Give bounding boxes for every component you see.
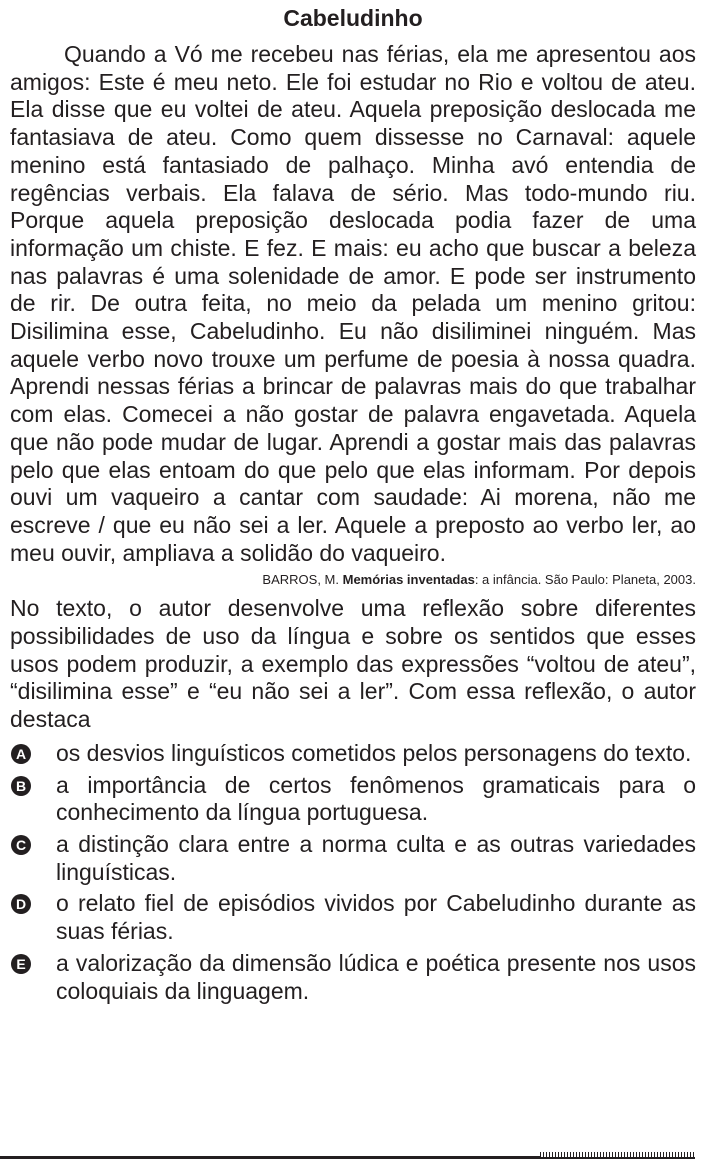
source-citation	[10, 571, 696, 589]
footer-rule	[0, 1156, 540, 1159]
option-b-letter-badge: B	[11, 776, 31, 796]
option-c[interactable]	[10, 831, 696, 886]
question-page	[10, 0, 696, 1009]
question-stem: No texto, o autor desenvolve uma reflexão sobre diferentes possibilidades de uso da língua e sobre os sentidos que esses usos podem produzir, a exemplo das expressões “voltou de ateu”, “disilimina esse” e “eu não sei a ler”. Com essa reflexão, o autor destaca	[10, 595, 696, 733]
option-e-letter-badge: E	[11, 954, 31, 974]
option-d-letter-badge: D	[11, 894, 31, 914]
passage-title: Cabeludinho	[283, 5, 423, 31]
passage-text: Quando a Vó me recebeu nas férias, ela me apresentou aos amigos: Este é meu neto. Ele foi estudar no Rio e voltou de ateu. Ela disse que eu voltei de ateu. Aquela preposição deslocada me fantasiava de ateu. Como quem dissesse no Carnaval: aquele menino está fantasiado de palhaço. Minha avó entendia de regências verbais. Ela falava de sério. Mas todo-mundo riu. Porque aquela preposição deslocada podia fazer de uma informação um chiste. E fez. E mais: eu acho que buscar a beleza nas palavras é uma solenidade de amor. E pode ser instrumento de rir. De outra feita, no meio da pelada um menino gritou: Disilimina esse, Cabeludinho. Eu não disiliminei ninguém. Mas aquele verbo novo trouxe um perfume de poesia à nossa quadra. Aprendi nessas férias a brincar de palavras mais do que trabalhar com elas. Comecei a não gostar de palavra engavetada. Aquela que não pode mudar de lugar. Aprendi a gostar mais das palavras pelo que elas entoam do que pelo que elas informam. Por depois ouvi um vaqueiro a cantar com saudade: Ai morena, não me escreve / que eu não sei a ler. Aquele a preposto ao verbo ler, ao meu ouvir, ampliava a solidão do vaqueiro.	[10, 41, 696, 566]
source-details: : a infância. São Paulo: Planeta, 2003.	[474, 572, 696, 588]
option-d[interactable]	[10, 890, 696, 945]
option-b[interactable]	[10, 772, 696, 827]
option-d-text: o relato fiel de episódios vividos por Cabeludinho durante as suas férias.	[56, 890, 696, 945]
source-author: BARROS, M.	[262, 572, 343, 588]
option-a[interactable]	[10, 740, 696, 768]
option-e-text: a valorização da dimensão lúdica e poética presente nos usos coloquiais da linguagem.	[56, 949, 696, 1004]
option-e[interactable]	[10, 950, 696, 1005]
source-work: Memórias inventadas	[342, 572, 475, 588]
option-a-text: os desvios linguísticos cometidos pelos personagens do texto.	[56, 739, 692, 766]
option-c-letter-badge: C	[11, 835, 31, 855]
option-c-text: a distinção clara entre a norma culta e as outras variedades linguísticas.	[56, 830, 696, 885]
footer-tick-bar	[540, 1152, 695, 1159]
option-b-text: a importância de certos fenômenos gramaticais para o conhecimento da língua portuguesa.	[56, 771, 696, 826]
option-a-letter-badge: A	[11, 744, 31, 764]
answer-options	[10, 740, 696, 1005]
